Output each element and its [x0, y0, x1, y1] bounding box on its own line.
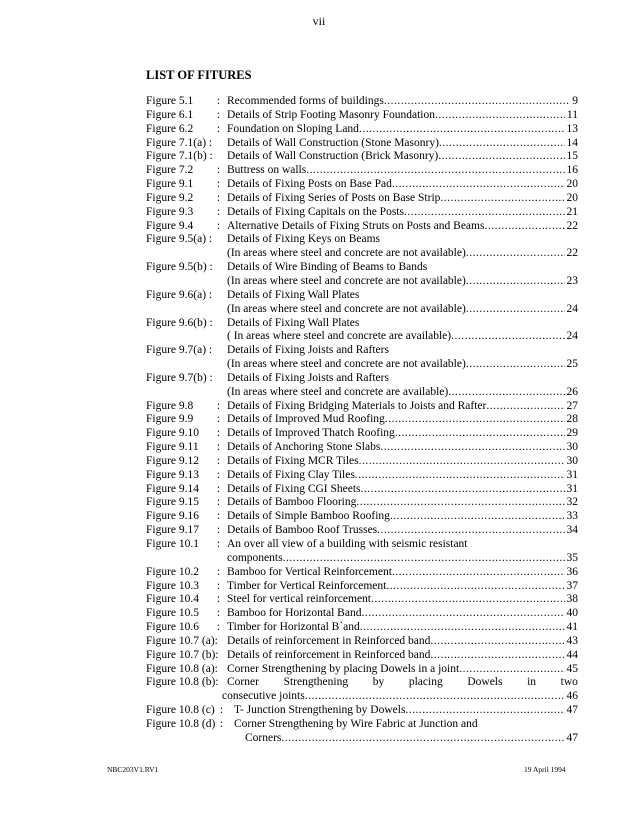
figure-number: Figure 7.2: [146, 164, 194, 177]
figure-number: Figure 10.4: [146, 593, 200, 606]
figure-entry: [146, 593, 578, 607]
dot-leader: [435, 109, 565, 123]
figure-entry: [146, 109, 578, 123]
figure-description: [227, 164, 578, 178]
figure-description: [227, 496, 578, 510]
figure-number: Figure 9.5(b) :: [146, 261, 213, 274]
figure-entry-continuation: [146, 275, 578, 289]
description-text: Timber for Vertical Reinforcement: [227, 579, 387, 592]
separator-colon: :: [216, 399, 221, 412]
page-ref: 20: [566, 178, 578, 191]
figure-number: Figure 6.2: [146, 122, 194, 135]
description-text: Details of Fixing Wall Plates: [227, 316, 360, 329]
page-ref: 11: [566, 108, 578, 121]
description-text: T- Junction Strengthening by Dowels: [234, 704, 406, 717]
dot-leader: [486, 400, 564, 414]
figure-description: [227, 95, 578, 109]
figure-list: [146, 95, 578, 746]
separator-colon: :: [216, 468, 221, 481]
figure-entry: [146, 483, 578, 497]
figure-description: [227, 704, 578, 718]
figure-entry: [146, 510, 578, 524]
figure-number: Figure 6.1: [146, 108, 194, 121]
description-text: Details of Fixing Bridging Materials to Joists and Rafter: [227, 399, 487, 412]
description-text: Details of Fixing Capitals on the Posts: [227, 205, 404, 218]
figure-description: [227, 330, 578, 344]
figure-number: Figure 9.15: [146, 496, 200, 509]
description-word: by: [372, 676, 385, 689]
page-ref: 36: [566, 565, 578, 578]
figure-number: Figure 9.16: [146, 510, 200, 523]
figure-entry: [146, 649, 578, 663]
figure-entry: [146, 580, 578, 594]
figure-entry: [146, 469, 578, 483]
figure-entry: [146, 261, 578, 275]
figure-entry: [146, 192, 578, 206]
dot-leader: [305, 690, 565, 704]
page-ref: 23: [566, 274, 578, 287]
figure-entry: [146, 704, 578, 718]
figure-entry: [146, 455, 578, 469]
page-ref: 16: [566, 164, 578, 177]
page-ref: 45: [566, 662, 578, 675]
description-text: Timber for Horizontal B`and: [227, 621, 360, 634]
figure-entry: [146, 718, 578, 732]
dot-leader: [451, 330, 564, 344]
figure-entry: [146, 621, 578, 635]
figure-number: Figure 10.8 (d): [146, 717, 216, 730]
separator-colon: :: [219, 717, 224, 730]
description-text: Details of Fixing Series of Posts on Base Strip: [227, 191, 441, 204]
description-text: Corner Strengthening by placing Dowels in a joint: [227, 662, 460, 675]
dot-leader: [386, 580, 564, 594]
figure-number: Figure 9.10: [146, 427, 200, 440]
figure-description: [227, 483, 578, 497]
description-text: Details of Strip Footing Masonry Foundation: [227, 108, 435, 121]
figure-number: Figure 7.1(a) :: [146, 136, 213, 149]
figure-description: [227, 233, 578, 247]
figure-entry: [146, 123, 578, 137]
description-text: components: [227, 551, 283, 564]
separator-colon: :: [216, 95, 221, 107]
dot-leader: [380, 441, 564, 455]
description-text: (In areas where steel and concrete are not available): [227, 358, 466, 371]
page-ref: 46: [566, 690, 578, 703]
description-text: Foundation on Sloping Land: [227, 122, 359, 135]
separator-colon: :: [216, 496, 221, 509]
figure-description: [227, 358, 578, 372]
figure-number: Figure 9.12: [146, 454, 200, 467]
figure-entry: [146, 663, 578, 677]
figure-number: Figure 5.1: [146, 95, 194, 107]
figure-entry-continuation: [146, 247, 578, 261]
dot-leader: [359, 123, 565, 137]
description-text: Buttress on walls: [227, 164, 307, 177]
figure-description: [227, 123, 578, 137]
figure-description: [227, 275, 578, 289]
dot-leader: [392, 178, 565, 192]
figure-number: Figure 9.7(b) :: [146, 371, 213, 384]
page-ref: 29: [566, 427, 578, 440]
description-text: Details of Fixing Joists and Rafters: [227, 344, 389, 357]
figure-number: Figure 9.14: [146, 482, 200, 495]
dot-leader: [459, 663, 564, 677]
figure-entry: [146, 400, 578, 414]
figure-number: Figure 9.13: [146, 468, 200, 481]
page-ref: 13: [566, 122, 578, 135]
figure-description: [227, 538, 578, 552]
dot-leader: [439, 137, 565, 151]
separator-colon: :: [216, 122, 221, 135]
separator-colon: :: [216, 454, 221, 467]
dot-leader: [440, 192, 564, 206]
figure-number: Figure 9.3: [146, 205, 194, 218]
figure-description: [227, 524, 578, 538]
figure-number: Figure 10.7 (b):: [146, 648, 219, 661]
dot-leader: [361, 483, 565, 497]
description-text: Details of Bamboo Roof Trusses: [227, 524, 378, 537]
figure-number: Figure 9.8: [146, 399, 194, 412]
description-text: Details of Fixing MCR Tiles: [227, 454, 359, 467]
page-ref: 31: [566, 468, 578, 481]
figure-description: [227, 510, 578, 524]
figure-entry: [146, 137, 578, 151]
page-ref: 33: [566, 510, 578, 523]
figure-entry-continuation: [146, 303, 578, 317]
dot-leader: [395, 427, 565, 441]
figure-description: [227, 400, 578, 414]
page-ref: 14: [566, 136, 578, 149]
description-word: in: [527, 676, 537, 689]
dot-leader: [404, 206, 565, 220]
separator-colon: :: [216, 579, 221, 592]
figure-entry: [146, 206, 578, 220]
figure-entry: [146, 441, 578, 455]
figure-description: [227, 441, 578, 455]
description-text: Details of Improved Thatch Roofing: [227, 427, 395, 440]
description-text: Alternative Details of Fixing Struts on Posts and Beams: [227, 219, 485, 232]
figure-number: Figure 10.2: [146, 565, 200, 578]
dot-leader: [484, 220, 564, 234]
figure-description: [227, 137, 578, 151]
dot-leader: [430, 649, 564, 663]
figure-number: Figure 10.8 (c): [146, 704, 215, 717]
description-text: Details of Anchoring Stone Slabs: [227, 441, 381, 454]
description-text: (In areas where steel and concrete are not available): [227, 274, 466, 287]
separator-colon: :: [216, 538, 221, 550]
description-text: Details of Fixing Clay Tiles: [227, 468, 355, 481]
page-ref: 37: [566, 579, 578, 592]
page-ref: 31: [566, 482, 578, 495]
figure-number: Figure 9.5(a) :: [146, 233, 213, 246]
description-text: Details of reinforcement in Reinforced band: [227, 648, 431, 661]
page-ref: 26: [566, 385, 578, 398]
page-ref: 32: [566, 496, 578, 509]
dot-leader: [377, 524, 564, 538]
description-text: Details of Fixing Posts on Base Pad: [227, 178, 392, 191]
page-ref: 47: [566, 731, 578, 744]
page-ref: 24: [566, 330, 578, 343]
separator-colon: :: [216, 607, 221, 620]
dot-leader: [430, 635, 564, 649]
description-text: Details of Wall Construction (Brick Masonry): [227, 150, 439, 163]
figure-description: [227, 718, 578, 732]
dot-leader: [466, 358, 565, 372]
description-text: Details of reinforcement in Reinforced band: [227, 634, 431, 647]
page-number: vii: [312, 14, 326, 28]
figure-entry: [146, 427, 578, 441]
dot-leader: [466, 275, 565, 289]
dot-leader: [359, 455, 565, 469]
footer-document-code: NBC203V1.RV1: [107, 765, 159, 774]
figure-entry: [146, 524, 578, 538]
dot-leader: [361, 607, 564, 621]
figure-description: [227, 109, 578, 123]
figure-description: [227, 635, 578, 649]
figure-entry: [146, 220, 578, 234]
dot-leader: [384, 95, 570, 109]
figure-entry: [146, 607, 578, 621]
page-ref: 15: [566, 150, 578, 163]
page-ref: 47: [566, 704, 578, 717]
figure-description: [227, 220, 578, 234]
description-text: Corners: [245, 731, 282, 744]
figure-number: Figure 9.9: [146, 413, 194, 426]
figure-entry: [146, 372, 578, 386]
figure-number: Figure 9.7(a) :: [146, 344, 213, 357]
description-word: Dowels: [467, 676, 503, 689]
separator-colon: :: [216, 510, 221, 523]
description-text: Details of Wire Binding of Beams to Bands: [227, 261, 428, 274]
page-ref: 40: [566, 607, 578, 620]
page-ref: 21: [566, 205, 578, 218]
description-word: Corner: [227, 676, 259, 689]
figure-entry: [146, 289, 578, 303]
figure-description: [227, 206, 578, 220]
separator-colon: :: [216, 524, 221, 537]
page-ref: 28: [566, 413, 578, 426]
separator-colon: :: [216, 108, 221, 121]
dot-leader: [356, 496, 564, 510]
separator-colon: :: [216, 191, 221, 204]
figure-description: [227, 344, 578, 358]
figure-description-line: [227, 676, 578, 690]
figure-description: [245, 732, 578, 746]
description-text: Corner Strengthening by Wire Fabric at Junction and: [234, 717, 478, 730]
figure-description: [227, 413, 578, 427]
figure-description: [227, 649, 578, 663]
description-text: Details of Improved Mud Roofing: [227, 413, 385, 426]
description-text: ( In areas where steel and concrete are available): [227, 330, 452, 343]
separator-colon: :: [216, 621, 221, 634]
figure-description: [227, 621, 578, 635]
dot-leader: [448, 386, 564, 400]
description-text: Details of Simple Bamboo Roofing: [227, 510, 390, 523]
dot-leader: [283, 552, 565, 566]
description-text: Details of Fixing Wall Plates: [227, 288, 360, 301]
figure-description: [227, 676, 578, 690]
figure-entry: [146, 164, 578, 178]
figure-description: [227, 663, 578, 677]
dot-leader: [438, 150, 564, 164]
figure-number: Figure 10.1: [146, 538, 200, 550]
figure-description: [227, 469, 578, 483]
figure-entry-continuation: [146, 358, 578, 372]
figure-description: [227, 303, 578, 317]
figure-description: [227, 386, 578, 400]
description-word: two: [560, 676, 578, 689]
figure-entry: [146, 676, 578, 690]
description-text: Recommended forms of buildings: [227, 95, 384, 107]
description-text: Details of Wall Construction (Stone Masonry): [227, 136, 439, 149]
figure-entry: [146, 496, 578, 510]
figure-entry-continuation: [146, 690, 578, 704]
separator-colon: :: [216, 205, 221, 218]
figure-entry: [146, 317, 578, 331]
figure-entry: [146, 95, 578, 109]
page-title: LIST OF FITURES: [146, 68, 252, 82]
page-ref: 22: [566, 219, 578, 232]
page-ref: 34: [566, 524, 578, 537]
separator-colon: :: [216, 219, 221, 232]
description-text: Bamboo for Horizontal Band: [227, 607, 362, 620]
page-ref: 30: [566, 441, 578, 454]
separator-colon: :: [216, 482, 221, 495]
figure-description: [227, 261, 578, 275]
separator-colon: :: [219, 704, 224, 717]
page-ref: 20: [566, 191, 578, 204]
description-text: Bamboo for Vertical Reinforcement: [227, 565, 392, 578]
figure-description: [227, 593, 578, 607]
figure-entry-continuation: [146, 330, 578, 344]
figure-entry: [146, 150, 578, 164]
description-text: Details of Fixing CGI Sheets: [227, 482, 361, 495]
figure-description: [227, 317, 578, 331]
figure-number: Figure 10.8 (b):: [146, 676, 219, 689]
page-ref: 43: [566, 634, 578, 647]
figure-description: [227, 607, 578, 621]
page-ref: 9: [572, 95, 578, 107]
dot-leader: [355, 469, 565, 483]
dot-leader: [405, 704, 564, 718]
figure-description: [227, 455, 578, 469]
figure-number: Figure 10.3: [146, 579, 200, 592]
description-text: consecutive joints: [222, 690, 305, 703]
description-text: (In areas where steel and concrete are not available): [227, 302, 466, 315]
page-ref: 41: [566, 621, 578, 634]
page-ref: 25: [566, 358, 578, 371]
figure-entry: [146, 538, 578, 552]
figure-description: [227, 150, 578, 164]
description-word: Strengthening: [283, 676, 349, 689]
separator-colon: :: [216, 427, 221, 440]
dot-leader: [466, 303, 565, 317]
page-ref: 27: [566, 399, 578, 412]
page-ref: 38: [566, 593, 578, 606]
description-word: placing: [408, 676, 443, 689]
dot-leader: [392, 566, 565, 580]
figure-description: [227, 580, 578, 594]
description-text: An over all view of a building with seismic resistant: [227, 538, 468, 550]
figure-entry-continuation: [146, 386, 578, 400]
figure-number: Figure 7.1(b) :: [146, 150, 213, 163]
page-ref: 35: [566, 551, 578, 564]
figure-description: [222, 690, 578, 704]
figure-description: [227, 192, 578, 206]
separator-colon: :: [216, 593, 221, 606]
figure-entry: [146, 635, 578, 649]
page-ref: 24: [566, 302, 578, 315]
figure-entry: [146, 178, 578, 192]
figure-number: Figure 9.4: [146, 219, 194, 232]
figure-number: Figure 9.6(a) :: [146, 288, 213, 301]
description-text: Details of Fixing Keys on Beams: [227, 233, 380, 246]
dot-leader: [466, 247, 565, 261]
figure-entry-continuation: [146, 552, 578, 566]
description-text: Details of Fixing Joists and Rafters: [227, 371, 389, 384]
figure-description: [227, 247, 578, 261]
figure-number: Figure 10.5: [146, 607, 200, 620]
figure-entry: [146, 344, 578, 358]
dot-leader: [385, 413, 565, 427]
description-text: Details of Bamboo Flooring: [227, 496, 357, 509]
footer-date: 19 April 1994: [524, 765, 566, 774]
figure-entry: [146, 413, 578, 427]
figure-entry: [146, 566, 578, 580]
figure-number: Figure 9.17: [146, 524, 200, 537]
figure-number: Figure 9.1: [146, 178, 194, 191]
dot-leader: [390, 510, 565, 524]
separator-colon: :: [216, 178, 221, 191]
separator-colon: :: [216, 164, 221, 177]
description-text: (In areas where steel and concrete are not available): [227, 247, 466, 260]
figure-number: Figure 9.6(b) :: [146, 316, 213, 329]
dot-leader: [371, 593, 565, 607]
figure-description: [227, 566, 578, 580]
figure-entry: [146, 233, 578, 247]
figure-description: [227, 289, 578, 303]
figure-description: [227, 372, 578, 386]
description-text: Steel for vertical reinforcement: [227, 593, 371, 606]
page-ref: 44: [566, 648, 578, 661]
separator-colon: :: [216, 565, 221, 578]
dot-leader: [306, 164, 564, 178]
figure-number: Figure 10.6: [146, 621, 200, 634]
figure-number: Figure 10.7 (a):: [146, 634, 218, 647]
page-ref: 30: [566, 454, 578, 467]
separator-colon: :: [216, 441, 221, 454]
separator-colon: :: [216, 413, 221, 426]
description-text: (In areas where steel and concrete are available): [227, 385, 449, 398]
figure-description: [227, 552, 578, 566]
figure-entry-continuation: [146, 732, 578, 746]
figure-number: Figure 9.2: [146, 191, 194, 204]
dot-leader: [360, 621, 565, 635]
figure-number: Figure 9.11: [146, 441, 199, 454]
figure-description: [227, 178, 578, 192]
page-ref: 22: [566, 247, 578, 260]
figure-description: [227, 427, 578, 441]
dot-leader: [281, 732, 564, 746]
figure-number: Figure 10.8 (a):: [146, 662, 218, 675]
